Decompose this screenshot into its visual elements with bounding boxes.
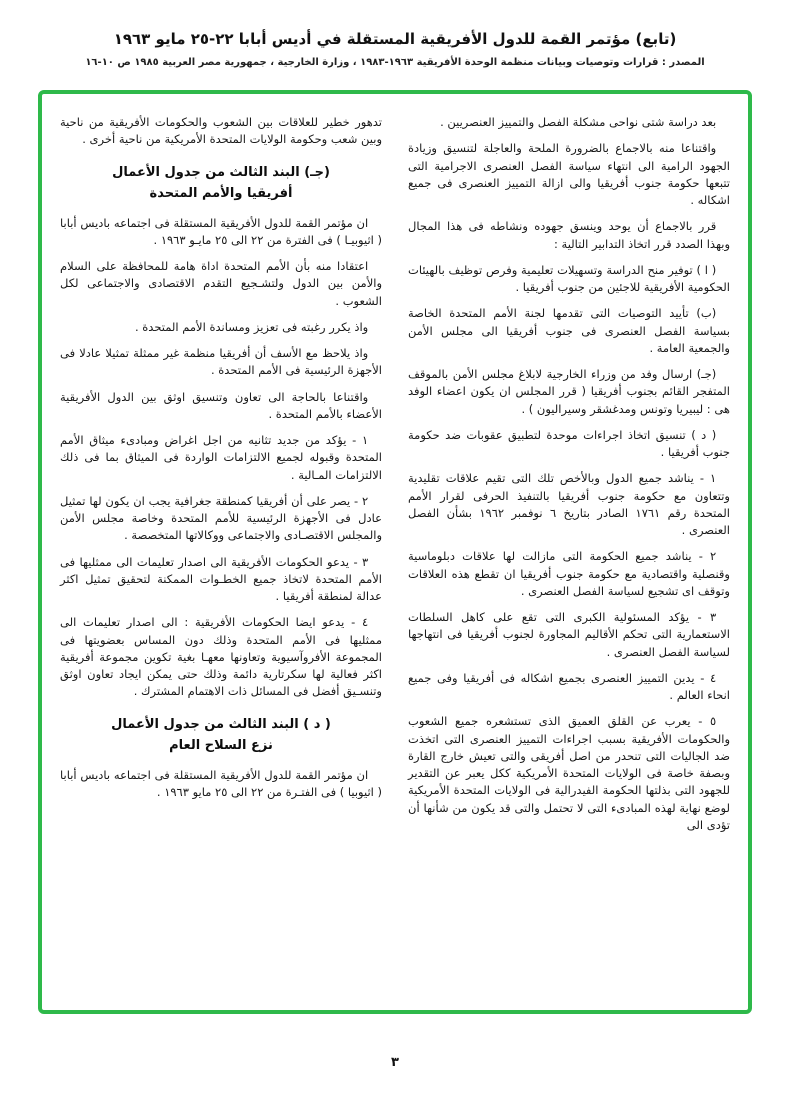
section-subheading: أفريقيا والأمم المتحدة [149, 185, 293, 201]
section-heading: (جـ) البند الثالث من جدول الأعمال [112, 164, 330, 180]
paragraph: قرر بالاجماع أن يوحد وينسق جهوده ونشاطه فى هذا المجال وبهذا الصدد قرر اتخاذ التدابير التالية : [408, 219, 730, 251]
column-right [408, 114, 730, 996]
page-number: ٣ [391, 1055, 399, 1070]
numbered-clause: ٥ - يعرب عن القلق العميق الذى تستشعره جميع الشعوب والحكومات الأفريقية بسبب اجراءات التمييز العنصرى التى اتخذت ضد الجاليات التى تنحدر من اصل أفريقى والتى تعيش خارج القارة وبصفة خاصة فى الولايات المتحدة الأمريكية ككل يعبر عن التقدير للجهود التى بذلتها الحكومة الفيدرالية فى الولايات المتحدة الأمريكية لوضع نهاية لهذه المبادىء التى لا تحتمل والتى قد يكون من شأنها أن تؤدى الى [408, 714, 730, 832]
paragraph: بعد دراسة شتى نواحى مشكلة الفصل والتمييز العنصريين . [440, 115, 717, 129]
paragraph: واقتناعا بالحاجة الى تعاون وتنسيق اوثق بين الدول الأفريقية الأعضاء بالأمم المتحدة . [60, 389, 382, 421]
section-heading: ( د ) البند الثالث من جدول الأعمال [111, 716, 331, 732]
numbered-clause: ٤ - يدعو ايضا الحكومات الأفريقية : الى اصدار تعليمات الى ممثليها فى الأمم المتحدة وذلك دون المساس بعضويتها فى المجموعة الأفروآسيوية وتعاونها معهـا بغية تكوين مجموعة أفريقية اكثر فعالية لها سكرتارية دائمة وذلك حتى يمكن ايجاد تعاون اوثق وتنسـيق أفضل فى المسائل ذات الاهتمام المشترك . [60, 615, 382, 699]
numbered-clause: ٤ - يدين التمييز العنصرى بجميع اشكاله فى أفريقيا وفى جميع انحاء العالم . [408, 670, 730, 702]
numbered-clause: ٢ - يصر على أن أفريقيا كمنطقة جغرافية يجب ان يكون لها تمثيل عادل فى الأجهزة الرئيسية للأمم المتحدة وخاصة مجلس الأمن والمجلس الاقتصـادى والاجتماعى ووكالاتها المتخصصة . [60, 493, 382, 543]
section-subheading: نزع السلاح العام [169, 737, 273, 753]
content-frame [38, 90, 752, 1014]
page-header [0, 0, 790, 68]
list-item: ( د ) تنسيق اتخاذ اجراءات موحدة لتطبيق عقوبات ضد حكومة جنوب أفريقيا . [408, 427, 730, 459]
column-left [60, 114, 382, 996]
list-item: (ب) تأييد التوصيات التى تقدمها لجنة الأمم المتحدة الخاصة بسياسة الفصل العنصرى فى جنوب أفريقيا الى مجلس الأمن والجمعية العامة . [408, 306, 730, 355]
document-title: (تابع) مؤتمر القمة للدول الأفريقية المستقلة في أديس أبابا ٢٢-٢٥ مايو ١٩٦٣ [113, 30, 677, 48]
paragraph: ان مؤتمر القمة للدول الأفريقية المستقلة فى اجتماعه باديس أبابا ( اثيوبيـا ) فى الفترة من ٢٢ الى ٢٥ مايـو ١٩٦٣ . [60, 215, 382, 247]
numbered-clause: ٣ - يدعو الحكومات الأفريقية الى اصدار تعليمات الى ممثليها فى الأمم المتحدة لاتخاذ جميع الخطـوات الممكنة لتحقيق تمثيل اكثر عدالة لمنطقة أفريقيا . [60, 554, 382, 603]
list-item: (جـ) ارسال وفد من وزراء الخارجية لابلاغ مجلس الأمن بالموقف المتفجر القائم بجنوب أفريقيا ( قرر المجلس ان يكون اعضاء الوفد هى : ليبيريا وتونس ومدغشقر وسيراليون ) . [408, 367, 730, 416]
numbered-clause: ١ - يؤكد من جديد تثانيه من اجل اغراض ومبادىء ميثاق الأمم المتحدة وقبوله لجميع الالتزامات الواردة فى الميثاق بما فى ذلك الالتزامات المـالية . [60, 433, 382, 482]
list-item: ( ا ) توفير منح الدراسة وتسهيلات تعليمية وفرص توظيف بالهيئات الحكومية الأفريقية للاجئين من جنوب أفريقيا . [408, 262, 730, 294]
paragraph: اعتقادا منه بأن الأمم المتحدة اداة هامة للمحافظة على السلام والأمن بين الدول ولتشـجيع التقدم الاقتصادى والاجتماعى لكل الشعوب . [60, 259, 382, 308]
numbered-clause: ٣ - يؤكد المسئولية الكبرى التى تقع على كاهل السلطات الاستعمارية التى تحكم الأقاليم المجاورة لجنوب أفريقيا فى انتهاجها لسياسة الفصل العنصرى . [408, 610, 730, 659]
paragraph: تدهور خطير للعلاقات بين الشعوب والحكومات الأفريقية من ناحية وبين شعب وحكومة الولايات المتحدة الأمريكية من ناحية أخرى . [60, 115, 382, 147]
numbered-clause: ٢ - يناشد جميع الحكومة التى مازالت لها علاقات دبلوماسية وقنصلية واقتصادية مع حكومة جنوب أفريقيا ان تقطع هذه العلاقات وتوقف اى تشجيع لسياسة الفصل العنصرى . [408, 549, 730, 598]
paragraph: ان مؤتمر القمة للدول الأفريقية المستقلة فى اجتماعه باديس أبابا ( اثيوبيا ) فى الفتـرة من ٢٢ الى ٢٥ مايو ١٩٦٣ . [60, 767, 382, 799]
paragraph: واقتناعا منه بالاجماع بالضرورة الملحة والعاجلة لتنسيق وزيادة الجهود الرامية الى انتهاء سياسة الفصل العنصرى الاجرامية التى تتبعها حكومة جنوب أفريقيا والى ازالة التمييز العنصرى فى جميع اشكاله . [408, 141, 730, 207]
paragraph: واذ يلاحظ مع الأسف أن أفريقيا منظمة غير ممثلة تمثيلا عادلا فى الأجهزة الرئيسية فى الأمم المتحدة . [60, 346, 382, 378]
numbered-clause: ١ - يناشد جميع الدول وبالأخص تلك التى تقيم علاقات تقليدية وتتعاون مع حكومة جنوب أفريقيا بالتنفيذ الحرفى لقرار الأمم المتحدة رقم ١٧٦١ الصادر بتاريخ ٦ نوفمبر ١٩٦٢ بشأن الفصل العنصرى . [408, 471, 731, 537]
paragraph: واذ يكرر رغبته فى تعزيز ومساندة الأمم المتحدة . [134, 319, 369, 334]
source-line: المصدر : قرارات وتوصيات وبيانات منظمة الوحدة الأفريقية ١٩٦٣-١٩٨٣ ، وزارة الخارجية ، جمهورية مصر العربية ١٩٨٥ ص ١٠-١٦ [85, 57, 705, 68]
